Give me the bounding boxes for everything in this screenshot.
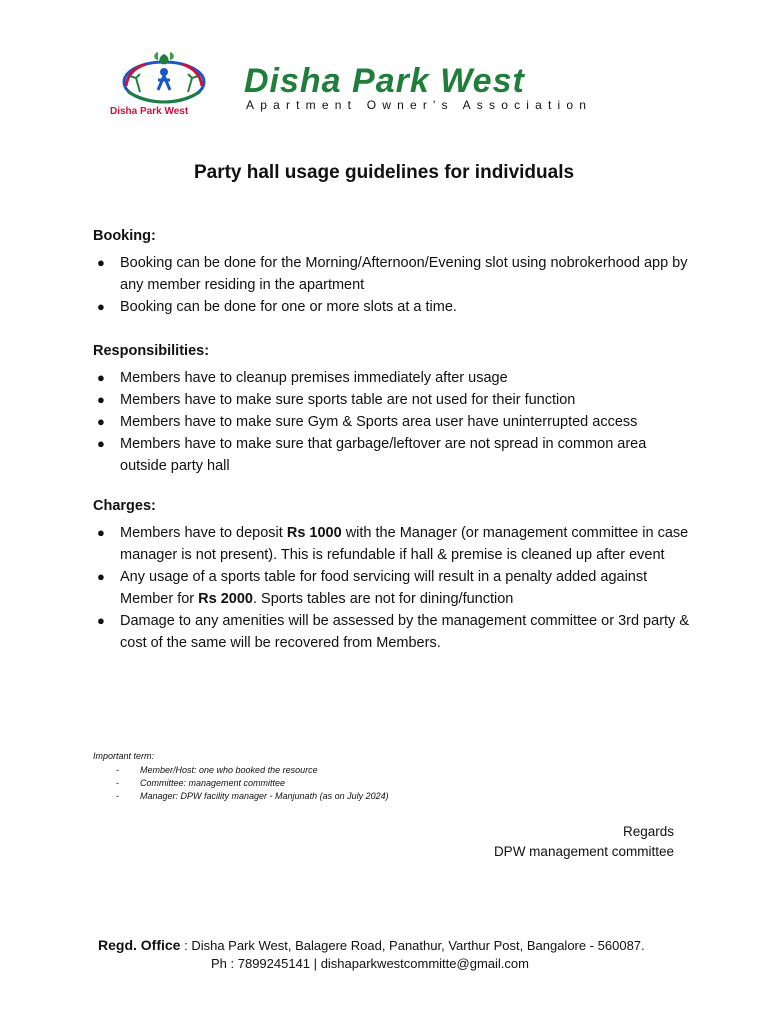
page-title: Party hall usage guidelines for individuals <box>193 162 575 183</box>
association-logo <box>106 48 222 120</box>
list-item-text: . Sports tables are not for dining/function <box>253 591 514 607</box>
list-item-text: Booking can be done for one or more slots at a time. <box>120 299 457 315</box>
list-item <box>93 389 693 411</box>
term-item: - Member/Host: one who booked the resource <box>116 765 318 775</box>
list-item <box>93 566 693 610</box>
signer-text: DPW management committee <box>493 844 674 859</box>
list-item <box>93 522 693 566</box>
term-text: Manager: DPW facility manager - Manjunath (as on July 2024) <box>140 791 389 801</box>
list-item-text: Members have to make sure Gym & Sports area user have uninterrupted access <box>120 414 638 430</box>
responsibilities-section <box>93 343 693 477</box>
address-text: Disha Park West, Balagere Road, Panathur, Varthur Post, Bangalore - 560087. <box>191 938 645 953</box>
signoff <box>494 822 674 862</box>
separator: : <box>180 938 192 953</box>
list-item <box>93 367 693 389</box>
list-item-text: with the Manager (or management committee in case manager is not present). This is refundable if hall & premise is cleaned up after event <box>120 525 689 563</box>
divider: | <box>313 956 318 971</box>
list-item-text: Damage to any amenities will be assessed by the management committee or 3rd party & cost of the same will be recovered from Members. <box>120 613 689 651</box>
list-item-text: Booking can be done for the Morning/Afternoon/Evening slot using nobrokerhood app by any member residing in the apartment <box>120 255 688 293</box>
list-item <box>93 433 693 477</box>
list-item-text: Members have to deposit <box>120 525 287 541</box>
bullet-icon: ● <box>97 299 105 314</box>
list-item <box>93 252 693 296</box>
list-item <box>93 411 693 433</box>
responsibilities-heading: Responsibilities: <box>93 343 210 359</box>
penalty-amount: Rs 2000 <box>198 591 253 607</box>
list-item-text: Any usage of a sports table for food servicing will result in a penalty added against Member for <box>120 569 648 607</box>
footer-address <box>98 937 645 953</box>
booking-list <box>93 252 693 318</box>
list-item-text: Members have to cleanup premises immediately after usage <box>120 370 508 386</box>
phone-text: Ph : 7899245141 <box>211 956 311 971</box>
responsibilities-list <box>93 367 693 477</box>
logo-caption: Disha Park West <box>110 106 189 117</box>
bullet-icon: ● <box>97 436 105 451</box>
bullet-icon: ● <box>97 613 105 628</box>
booking-heading: Booking: <box>93 228 156 244</box>
charges-list <box>93 522 693 654</box>
term-item: - Manager: DPW facility manager - Manjunath (as on July 2024) <box>116 791 389 801</box>
term-item: - Committee: management committee <box>116 778 286 788</box>
email-link[interactable]: dishaparkwestcommitte@gmail.com <box>320 956 529 971</box>
bullet-icon: ● <box>97 525 105 540</box>
footer-contact <box>211 956 529 971</box>
office-label: Regd. Office <box>98 937 181 953</box>
bullet-icon: ● <box>97 569 105 584</box>
bullet-icon: ● <box>97 255 105 270</box>
deposit-amount: Rs 1000 <box>286 525 342 541</box>
association-name: Disha Park West <box>244 62 525 100</box>
bullet-icon: ● <box>97 392 105 407</box>
term-text: Committee: management committee <box>140 778 286 788</box>
list-item <box>93 610 693 654</box>
association-subtitle: Apartment Owner's Association <box>246 98 593 112</box>
term-text: Member/Host: one who booked the resource <box>140 765 318 775</box>
list-item <box>93 296 693 318</box>
terms-heading: Important term: <box>93 751 155 761</box>
important-terms <box>93 750 389 803</box>
list-item-text: Members have to make sure that garbage/leftover are not spread in common area outside party hall <box>120 436 647 474</box>
bullet-icon: ● <box>97 414 105 429</box>
regards-text: Regards <box>622 824 674 839</box>
list-item-text: Members have to make sure sports table are not used for their function <box>120 392 576 408</box>
charges-section <box>93 498 693 654</box>
booking-section <box>93 228 693 318</box>
bullet-icon: ● <box>97 370 105 385</box>
charges-heading: Charges: <box>93 498 156 514</box>
